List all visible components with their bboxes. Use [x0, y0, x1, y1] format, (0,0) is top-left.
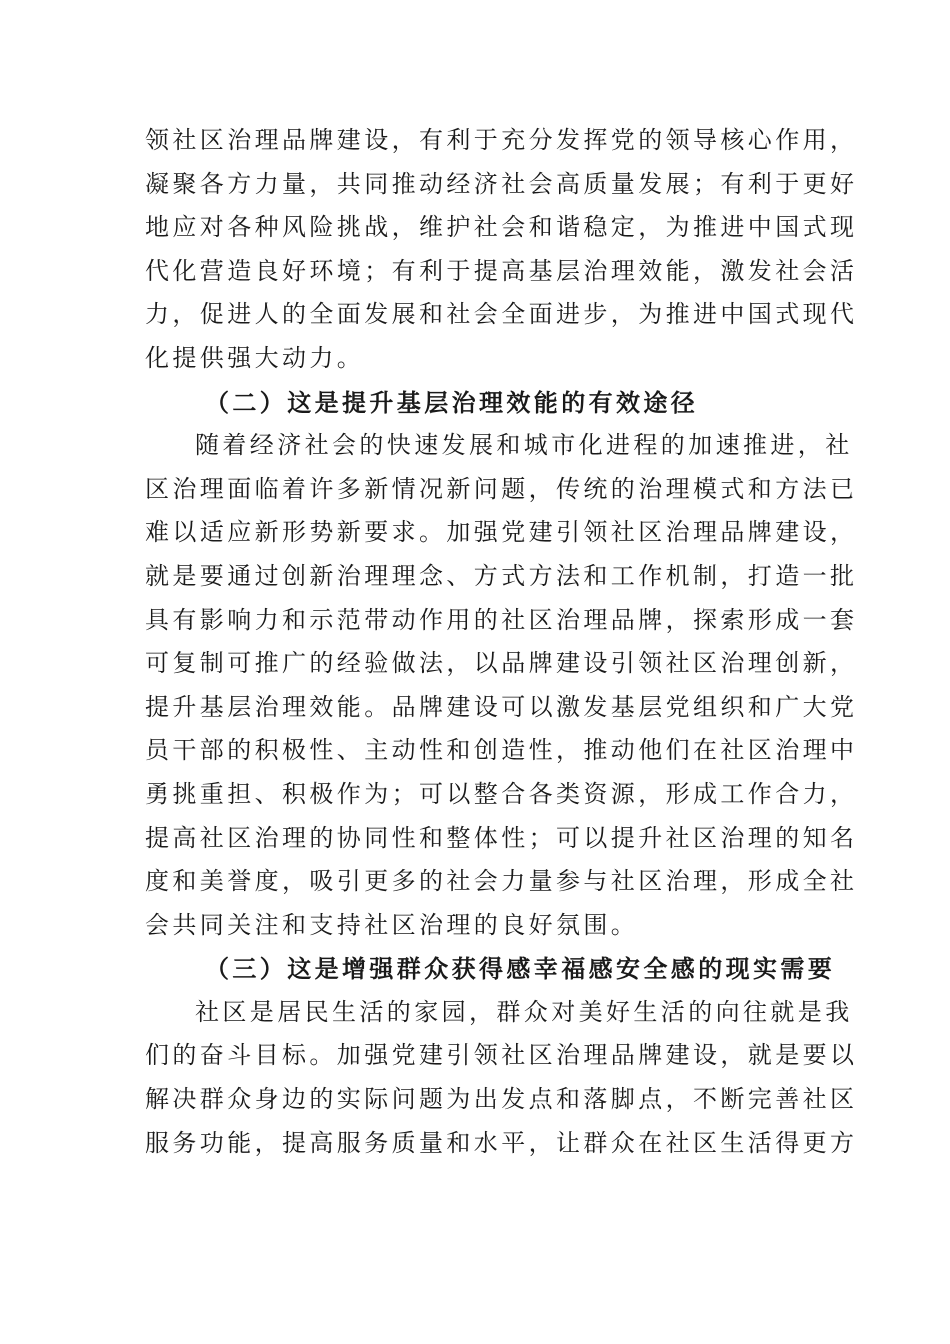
- paragraph-line: 们的奋斗目标。加强党建引领社区治理品牌建设，就是要以: [145, 1041, 858, 1070]
- paragraph-line: 服务功能，提高服务质量和水平，让群众在社区生活得更方: [145, 1128, 858, 1157]
- paragraph-line: 社区是居民生活的家园，群众对美好生活的向往就是我: [195, 997, 853, 1026]
- paragraph-line: 提高社区治理的协同性和整体性；可以提升社区治理的知名: [145, 823, 858, 852]
- paragraph-line: 随着经济社会的快速发展和城市化进程的加速推进，社: [195, 431, 853, 460]
- paragraph-line: 领社区治理品牌建设，有利于充分发挥党的领导核心作用，: [145, 126, 858, 154]
- paragraph-line: 度和美誉度，吸引更多的社会力量参与社区治理，形成全社: [145, 867, 858, 896]
- document-body: [145, 119, 858, 1165]
- paragraph-line: 勇挑重担、积极作为；可以整合各类资源，形成工作合力，: [145, 779, 858, 808]
- paragraph-line: 会共同关注和支持社区治理的良好氛围。: [145, 910, 639, 939]
- paragraph-line: 凝聚各方力量，共同推动经济社会高质量发展；有利于更好: [145, 169, 858, 198]
- section-heading: （三）这是增强群众获得感幸福感安全感的现实需要: [205, 954, 836, 984]
- paragraph-line: 具有影响力和示范带动作用的社区治理品牌，探索形成一套: [145, 605, 858, 634]
- paragraph-line: 员干部的积极性、主动性和创造性，推动他们在社区治理中: [145, 736, 858, 765]
- paragraph-line: 就是要通过创新治理理念、方式方法和工作机制，打造一批: [145, 561, 858, 590]
- paragraph-line: 地应对各种风险挑战，维护社会和谐稳定，为推进中国式现: [145, 213, 858, 242]
- paragraph-line: 难以适应新形势新要求。加强党建引领社区治理品牌建设，: [145, 518, 858, 547]
- section-heading: （二）这是提升基层治理效能的有效途径: [205, 387, 699, 417]
- paragraph-line: 力，促进人的全面发展和社会全面进步，为推进中国式现代: [145, 300, 858, 329]
- paragraph-line: 区治理面临着许多新情况新问题，传统的治理模式和方法已: [145, 474, 858, 503]
- paragraph-line: 化提供强大动力。: [145, 343, 365, 372]
- paragraph-line: 解决群众身边的实际问题为出发点和落脚点，不断完善社区: [145, 1085, 858, 1114]
- paragraph-line: 可复制可推广的经验做法，以品牌建设引领社区治理创新，: [145, 649, 858, 678]
- paragraph-line: 代化营造良好环境；有利于提高基层治理效能，激发社会活: [145, 256, 858, 285]
- paragraph-line: 提升基层治理效能。品牌建设可以激发基层党组织和广大党: [145, 692, 858, 721]
